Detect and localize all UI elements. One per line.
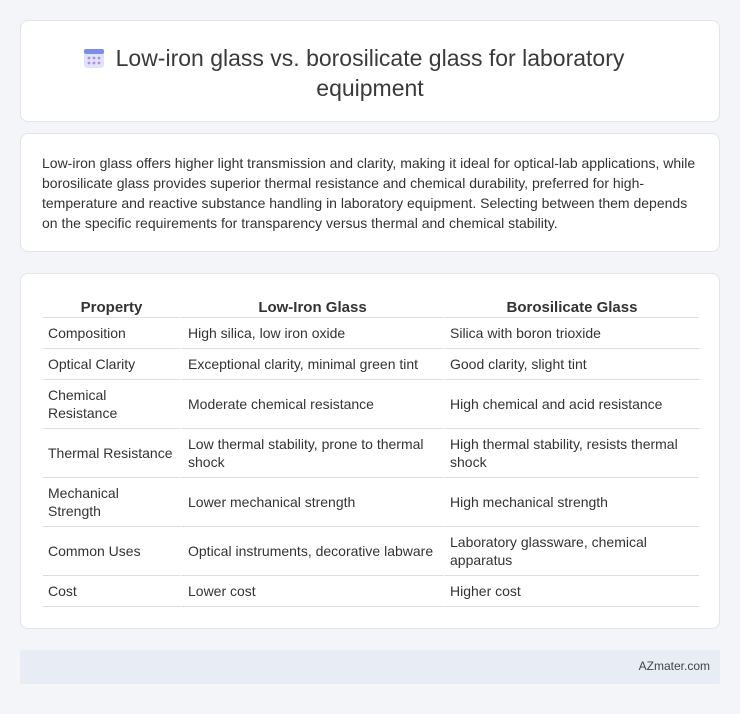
page-title: Low-iron glass vs. borosilicate glass for laboratory equipment: [115, 45, 625, 101]
low-iron-cell: Exceptional clarity, minimal green tint: [180, 349, 443, 380]
comparison-table: [43, 296, 699, 607]
table-row: [43, 349, 699, 380]
property-cell: Cost: [43, 576, 180, 607]
property-cell: Composition: [43, 318, 180, 349]
summary-card: [20, 133, 720, 252]
summary-paragraph: Low-iron glass offers higher light transmission and clarity, making it ideal for optical-lab applications, while borosilicate glass provides superior thermal resistance and chemical durability, preferred for high-temperature and reactive substance handling in laboratory equipment. Selecting between them depends on the specific requirements for transparency versus thermal and chemical stability.: [42, 155, 696, 231]
property-cell: Chemical Resistance: [43, 380, 180, 429]
borosilicate-cell: High thermal stability, resists thermal shock: [443, 429, 699, 478]
property-cell: Thermal Resistance: [43, 429, 180, 478]
comparison-table-card: [20, 273, 720, 629]
table-row: [43, 429, 699, 478]
column-header-property: Property: [43, 296, 180, 318]
low-iron-cell: Moderate chemical resistance: [180, 380, 443, 429]
footer-brand: AZmater.com: [638, 659, 710, 673]
title-card: [20, 20, 720, 122]
table-row: [43, 576, 699, 607]
low-iron-cell: Lower cost: [180, 576, 443, 607]
borosilicate-cell: Higher cost: [443, 576, 699, 607]
borosilicate-cell: High mechanical strength: [443, 478, 699, 527]
low-iron-cell: Low thermal stability, prone to thermal shock: [180, 429, 443, 478]
borosilicate-cell: Laboratory glassware, chemical apparatus: [443, 527, 699, 576]
low-iron-cell: Lower mechanical strength: [180, 478, 443, 527]
property-cell: Optical Clarity: [43, 349, 180, 380]
column-header-low-iron: Low-Iron Glass: [180, 296, 443, 318]
property-cell: Common Uses: [43, 527, 180, 576]
borosilicate-cell: High chemical and acid resistance: [443, 380, 699, 429]
table-row: [43, 527, 699, 576]
table-header-row: [43, 296, 699, 318]
table-row: [43, 380, 699, 429]
property-cell: Mechanical Strength: [43, 478, 180, 527]
low-iron-cell: Optical instruments, decorative labware: [180, 527, 443, 576]
low-iron-cell: High silica, low iron oxide: [180, 318, 443, 349]
borosilicate-cell: Good clarity, slight tint: [443, 349, 699, 380]
column-header-borosilicate: Borosilicate Glass: [443, 296, 699, 318]
footer-bar: [20, 650, 720, 684]
table-row: [43, 478, 699, 527]
borosilicate-cell: Silica with boron trioxide: [443, 318, 699, 349]
table-row: [43, 318, 699, 349]
